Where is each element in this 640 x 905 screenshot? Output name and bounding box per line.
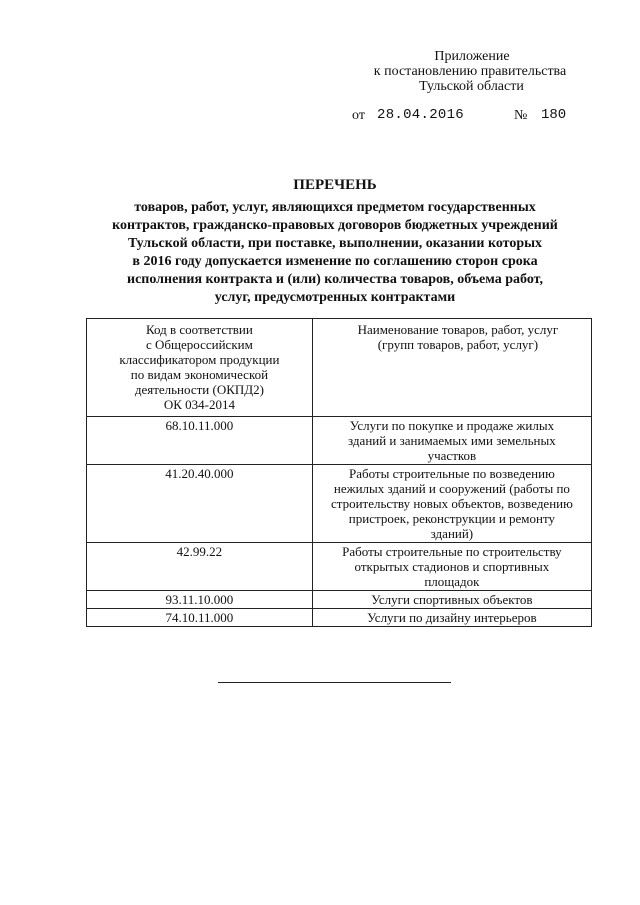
table-row: [87, 543, 592, 591]
document-number: 180: [541, 107, 567, 123]
okpd-code-cell: 41.20.40.000: [87, 465, 313, 543]
table-header-row: [87, 319, 592, 417]
date-label: от: [352, 108, 365, 123]
okpd-code-cell: 68.10.11.000: [87, 417, 313, 465]
title-block: [60, 175, 610, 307]
document-title: ПЕРЕЧЕНЬ: [293, 177, 377, 193]
column-header-name: Наименование товаров, работ, услуг (групп товаров, работ, услуг): [312, 319, 591, 417]
end-of-document-rule: [218, 682, 451, 683]
service-name-cell: Работы строительные по строительству открытых стадионов и спортивных площадок: [312, 543, 591, 591]
service-name-cell: Услуги по покупке и продаже жилых зданий и занимаемых ими земельных участков: [312, 417, 591, 465]
table-row: [87, 609, 592, 627]
document-date: 28.04.2016: [377, 107, 465, 123]
appendix-label: Приложение: [434, 49, 510, 64]
okpd-code-cell: 74.10.11.000: [87, 609, 313, 627]
table-row: [87, 591, 592, 609]
document-subtitle: товаров, работ, услуг, являющихся предметом государственных контрактов, гражданско-правовых договоров бюджетных учреждений Тульской области, при поставке, выполнении, оказании которых в 2016 году допускается изменение по соглашению сторон срока исполнения контракта и (или) количества товаров, объема работ, услуг, предусмотренных контрактами: [112, 200, 558, 305]
region-name: Тульской области: [419, 79, 524, 94]
service-name-cell: Услуги по дизайну интерьеров: [312, 609, 591, 627]
service-name-cell: Работы строительные по возведению нежилых зданий и сооружений (работы по строительству новых объектов, возведению пристроек, реконструкции и ремонту зданий): [312, 465, 591, 543]
okpd-code-cell: 42.99.22: [87, 543, 313, 591]
service-name-cell: Услуги спортивных объектов: [312, 591, 591, 609]
okpd-code-cell: 93.11.10.000: [87, 591, 313, 609]
goods-services-table: [86, 318, 592, 627]
resolution-reference: к постановлению правительства: [373, 64, 567, 79]
column-header-code: Код в соответствии с Общероссийским классификатором продукции по видам экономической деятельности (ОКПД2) ОК 034-2014: [87, 319, 313, 417]
appendix-header: [320, 49, 620, 94]
number-label: №: [514, 108, 528, 123]
table-row: [87, 417, 592, 465]
table-row: [87, 465, 592, 543]
document-reference: [352, 108, 572, 126]
